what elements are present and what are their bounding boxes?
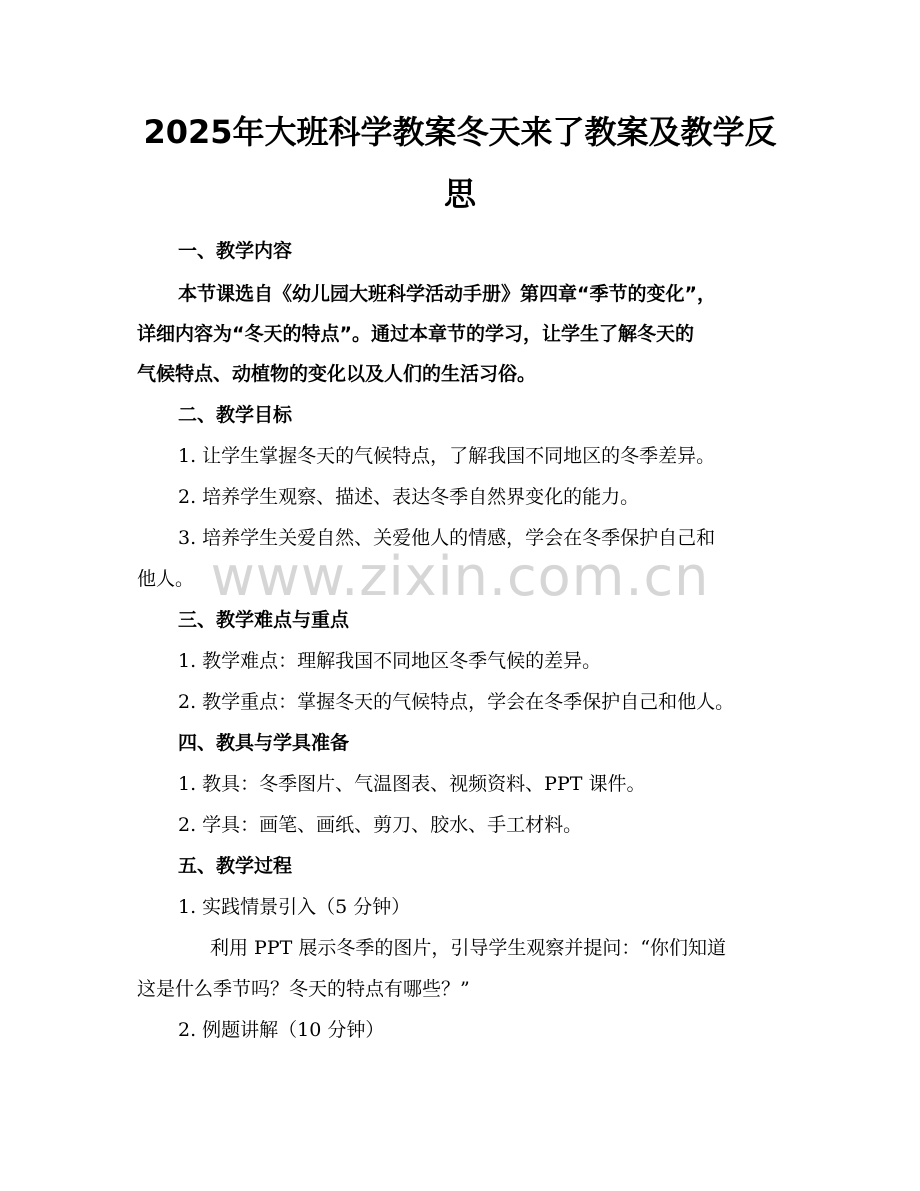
section2-item3-line2: 他人。 (137, 568, 195, 590)
section5-item1-para-line2: 这是什么季节吗？冬天的特点有哪些？” (137, 978, 470, 1000)
section3-item2: 2. 教学重点：掌握冬天的气候特点，学会在冬季保护自己和他人。 (178, 691, 735, 713)
section1-heading: 一、教学内容 (178, 240, 293, 262)
section2-heading: 二、教学目标 (178, 404, 293, 426)
section2-item2: 2. 培养学生观察、描述、表达冬季自然界变化的能力。 (178, 486, 640, 508)
section4-item1: 1. 教具：冬季图片、气温图表、视频资料、PPT 课件。 (178, 773, 646, 795)
section1-para-line2: 详细内容为“冬天的特点”。通过本章节的学习，让学生了解冬天的 (137, 323, 694, 345)
section5-item1-para-line1: 利用 PPT 展示冬季的图片，引导学生观察并提问：“你们知道 (210, 937, 727, 959)
section3-item1: 1. 教学难点：理解我国不同地区冬季气候的差异。 (178, 650, 602, 672)
section4-heading: 四、教具与学具准备 (178, 732, 350, 754)
watermark: www.zixin.com.cn (210, 545, 710, 608)
section3-heading: 三、教学难点与重点 (178, 609, 350, 631)
doc-title-line1: 2025年大班科学教案冬天来了教案及教学反 (143, 113, 777, 151)
section5-item1: 1. 实践情景引入（5 分钟） (178, 896, 411, 918)
doc-title-line2: 思 (443, 175, 476, 213)
section5-heading: 五、教学过程 (178, 855, 293, 877)
section4-item2: 2. 学具：画笔、画纸、剪刀、胶水、手工材料。 (178, 814, 583, 836)
section2-item3-line1: 3. 培养学生关爱自然、关爱他人的情感，学会在冬季保护自己和 (178, 527, 716, 549)
section1-para-line1: 本节课选自《幼儿园大班科学活动手册》第四章“季节的变化”， (178, 283, 716, 305)
section2-item1: 1. 让学生掌握冬天的气候特点，了解我国不同地区的冬季差异。 (178, 445, 716, 467)
section1-para-line3: 气候特点、动植物的变化以及人们的生活习俗。 (137, 363, 537, 385)
section5-item2: 2. 例题讲解（10 分钟） (178, 1019, 385, 1041)
